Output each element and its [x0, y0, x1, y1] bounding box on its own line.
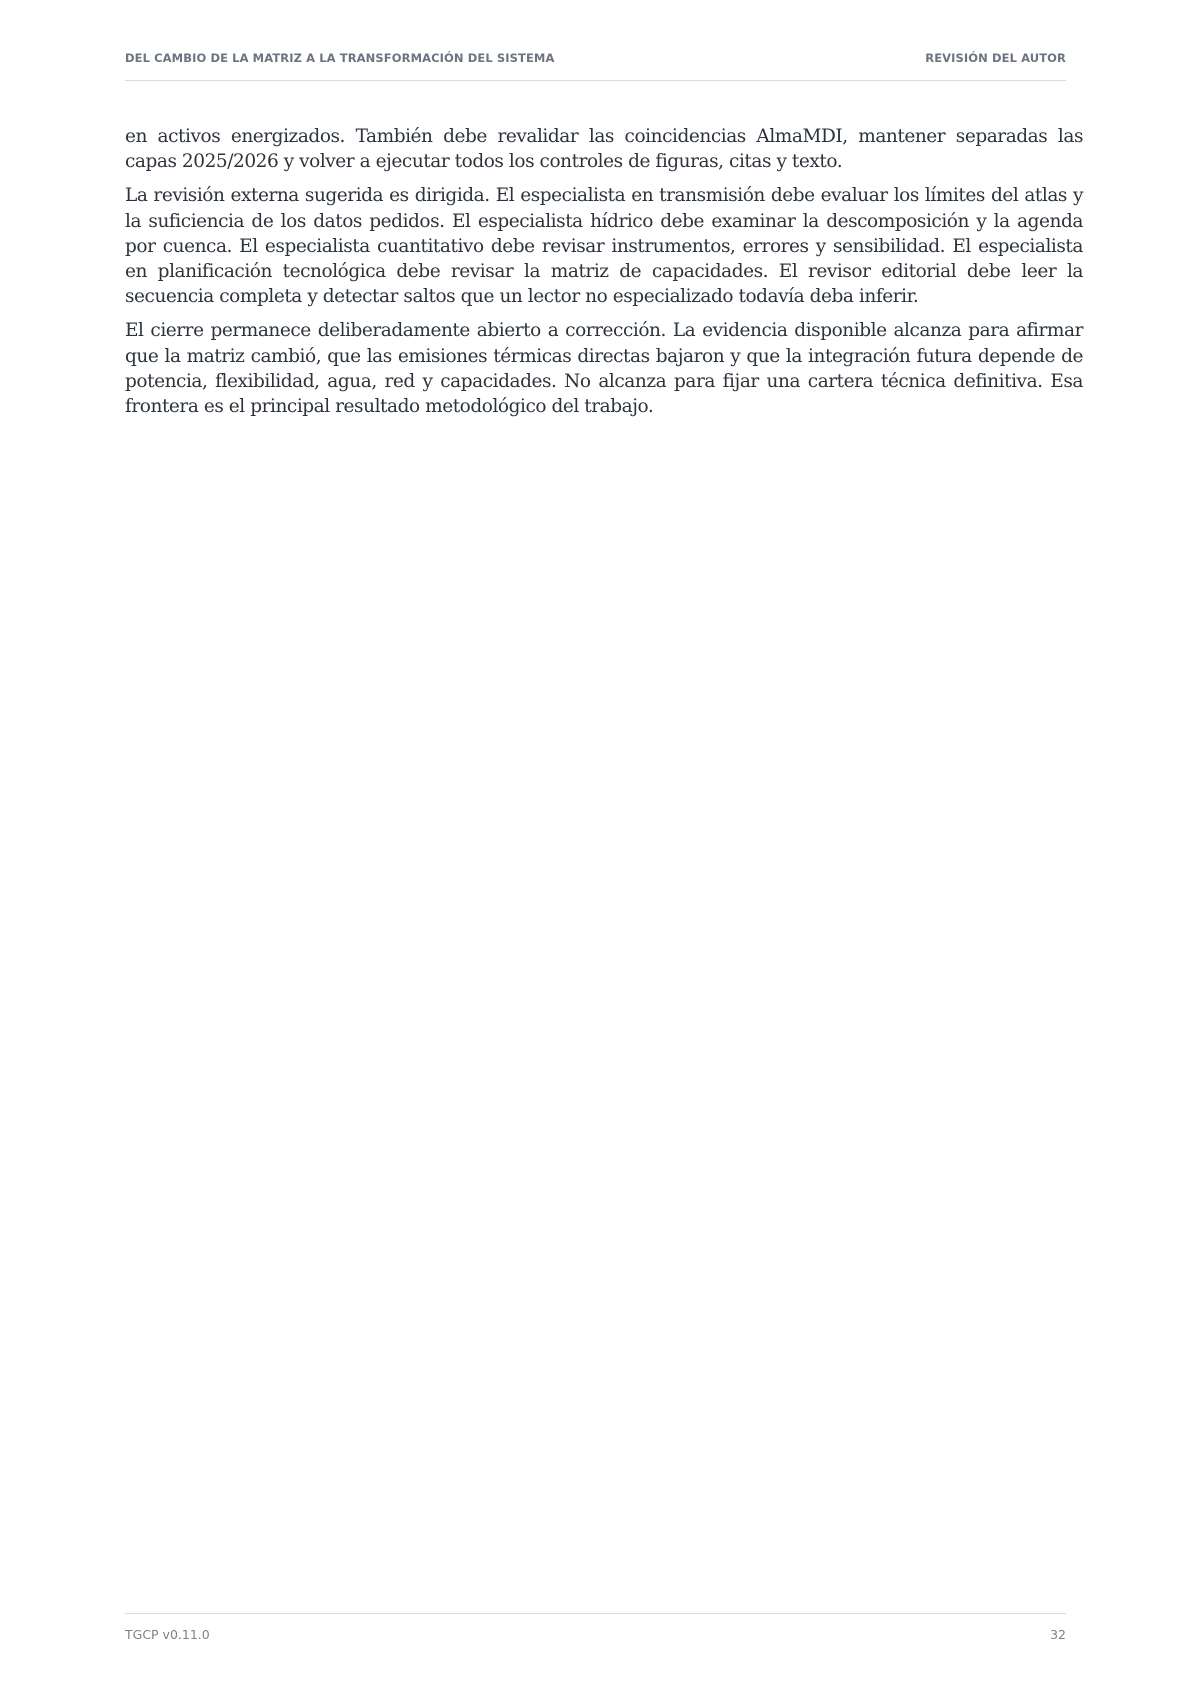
page-number: 32 — [1050, 1627, 1066, 1642]
header-title: DEL CAMBIO DE LA MATRIZ A LA TRANSFORMACIÓN DEL SISTEMA — [125, 51, 555, 65]
body-text — [125, 124, 1083, 428]
running-footer — [125, 1613, 1066, 1644]
footer-version: TGCP v0.11.0 — [125, 1627, 210, 1642]
paragraph: La revisión externa sugerida es dirigida. El especialista en transmisión debe evaluar los límites del atlas y la suficiencia de los datos pedidos. El especialista hídrico debe examinar la descomposición y la agenda por cuenca. El especialista cuantitativo debe revisar instrumentos, errores y sensibilidad. El especialista en planificación tecnológica debe revisar la matriz de capacidades. El revisor editorial debe leer la secuencia completa y detectar saltos que un lector no especializado todavía deba inferir. — [125, 185, 1083, 308]
running-header — [125, 50, 1066, 81]
header-section: REVISIÓN DEL AUTOR — [925, 51, 1066, 65]
paragraph: en activos energizados. También debe revalidar las coincidencias AlmaMDI, mantener separadas las capas 2025/2026 y volver a ejecutar todos los controles de figuras, citas y texto. — [125, 126, 1083, 173]
paragraph: El cierre permanece deliberadamente abierto a corrección. La evidencia disponible alcanza para afirmar que la matriz cambió, que las emisiones térmicas directas bajaron y que la integración futura depende de potencia, flexibilidad, agua, red y capacidades. No alcanza para fijar una cartera técnica definitiva. Esa frontera es el principal resultado metodológico del trabajo. — [125, 320, 1083, 418]
